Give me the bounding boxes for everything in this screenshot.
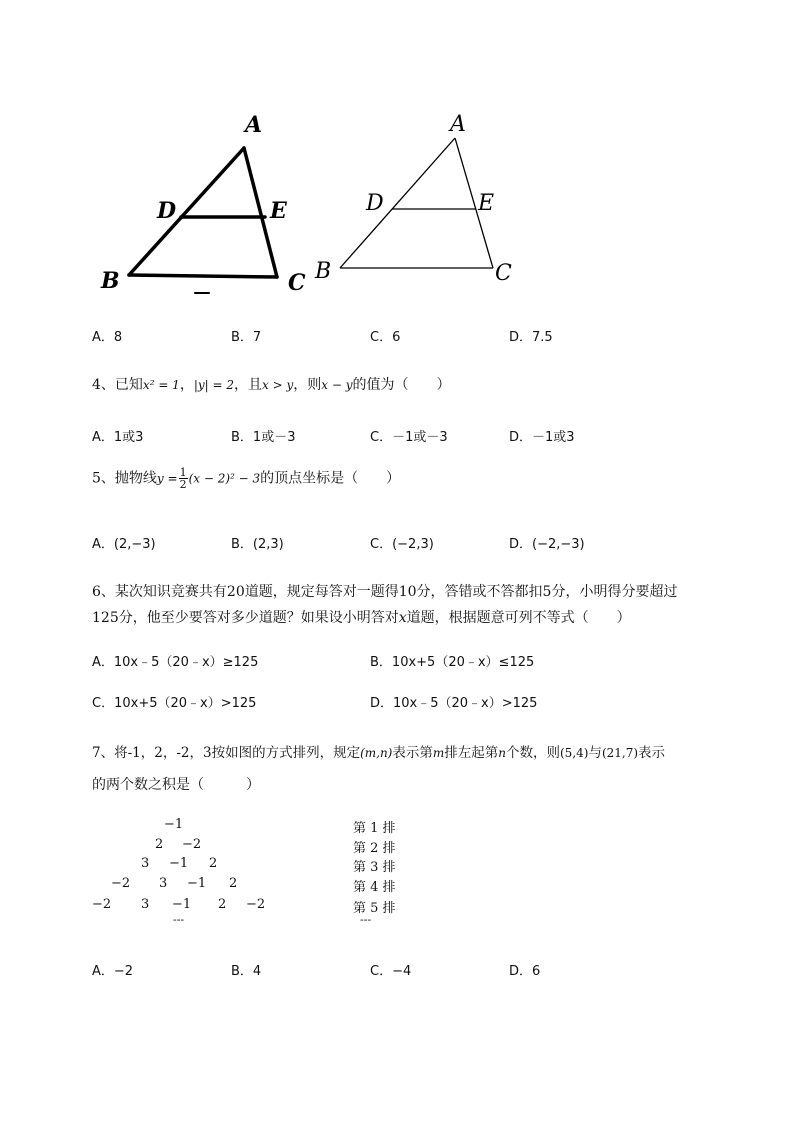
row4-num3: −1 (187, 876, 207, 891)
question-7-line-2: 的两个数之积是（ ） (92, 777, 260, 793)
question-6-line-2: 125分，他至少要答对多少道题？如果设小明答对x道题，根据题意可列不等式（ ） (92, 610, 631, 626)
row5-num2: 3 (141, 897, 150, 912)
q4-expr: x − y (321, 378, 353, 392)
triangle-figure-left (95, 110, 325, 300)
label-A-left: A (245, 112, 263, 138)
q3-option-b[interactable]: B．7 (231, 330, 262, 345)
row-label-ellipsis: --- (360, 913, 372, 926)
row1-num1: −1 (164, 817, 184, 832)
q6-option-b[interactable]: B．10x+5（20﹣x）≤125 (370, 655, 535, 670)
q4-eq1: x² = 1 (142, 378, 180, 392)
row4-num1: −2 (111, 876, 131, 891)
label-B-right: B (315, 259, 332, 284)
label-E-left: E (270, 198, 287, 224)
question-6-line-1: 6、某次知识竞赛共有20道题，规定每答对一题得10分，答错或不答都扣5分，小明得分要超过 (92, 584, 678, 600)
label-B-left: B (101, 268, 120, 294)
q7-option-a[interactable]: A．−2 (92, 964, 134, 979)
q5-option-c[interactable]: C．(−2,3) (370, 537, 434, 552)
q6-option-a[interactable]: A．10x﹣5（20﹣x）≥125 (92, 655, 259, 670)
q6-option-d[interactable]: D．10x﹣5（20﹣x）>125 (370, 696, 538, 711)
q3-option-c[interactable]: C．6 (370, 330, 401, 345)
row-label-3: 第 3 排 (353, 860, 396, 875)
question-7-line-1: 7、将-1，2，-2，3按如图的方式排列，规定(m,n)表示第m排左起第n个数，则(5,4)与(21,7)表示 (92, 745, 666, 761)
q7-option-d[interactable]: D．6 (509, 964, 541, 979)
label-C-left: C (288, 270, 306, 296)
label-A-right: A (450, 112, 466, 137)
q3-option-d[interactable]: D．7.5 (509, 330, 553, 345)
label-D-right: D (366, 191, 384, 216)
row-label-1: 第 1 排 (353, 821, 396, 836)
q7-option-c[interactable]: C．−4 (370, 964, 412, 979)
label-D-left: D (157, 198, 177, 224)
row3-num1: 3 (141, 856, 150, 871)
row5-num3: −1 (172, 897, 192, 912)
q7-option-b[interactable]: B．4 (231, 964, 262, 979)
row4-num2: 3 (159, 876, 168, 891)
row-label-4: 第 4 排 (353, 880, 396, 895)
q5-fraction: $\frac{1}{2}$ (179, 466, 187, 491)
q4-option-b[interactable]: B．1或－3 (231, 430, 296, 445)
row3-num2: −1 (169, 856, 189, 871)
row2-num2: −2 (182, 837, 202, 852)
q5-option-b[interactable]: B．(2,3) (231, 537, 284, 552)
row4-num4: 2 (229, 876, 238, 891)
row5-num5: −2 (246, 897, 266, 912)
q4-option-a[interactable]: A．1或3 (92, 430, 144, 445)
q6-option-c[interactable]: C．10x+5（20﹣x）>125 (92, 696, 257, 711)
q4-eq2: |y| = 2 (193, 378, 235, 392)
row-label-5: 第 5 排 (353, 901, 396, 916)
question-5-stem: 5、抛物线y = $\frac{1}{2}$ (x − 2)² − 3的顶点坐标是（ ） (92, 466, 401, 491)
question-4-stem: 4、已知x² = 1，|y| = 2，且x > y，则x − y的值为（ ） (92, 377, 451, 393)
triangle-ellipsis: --- (173, 913, 185, 926)
q4-cond: x > y (262, 378, 294, 392)
row3-num3: 2 (209, 856, 218, 871)
label-E-right: E (478, 191, 495, 216)
row5-num4: 2 (218, 897, 227, 912)
triangle-figure-right (310, 110, 530, 290)
q4-option-d[interactable]: D．－1或3 (509, 430, 575, 445)
q3-option-a[interactable]: A．8 (92, 330, 123, 345)
row-label-2: 第 2 排 (353, 841, 396, 856)
q4-option-c[interactable]: C．－1或－3 (370, 430, 448, 445)
q5-option-a[interactable]: A．(2,−3) (92, 537, 156, 552)
label-C-right: C (495, 261, 512, 286)
q5-option-d[interactable]: D．(−2,−3) (509, 537, 585, 552)
row5-num1: −2 (92, 897, 112, 912)
row2-num1: 2 (155, 837, 164, 852)
